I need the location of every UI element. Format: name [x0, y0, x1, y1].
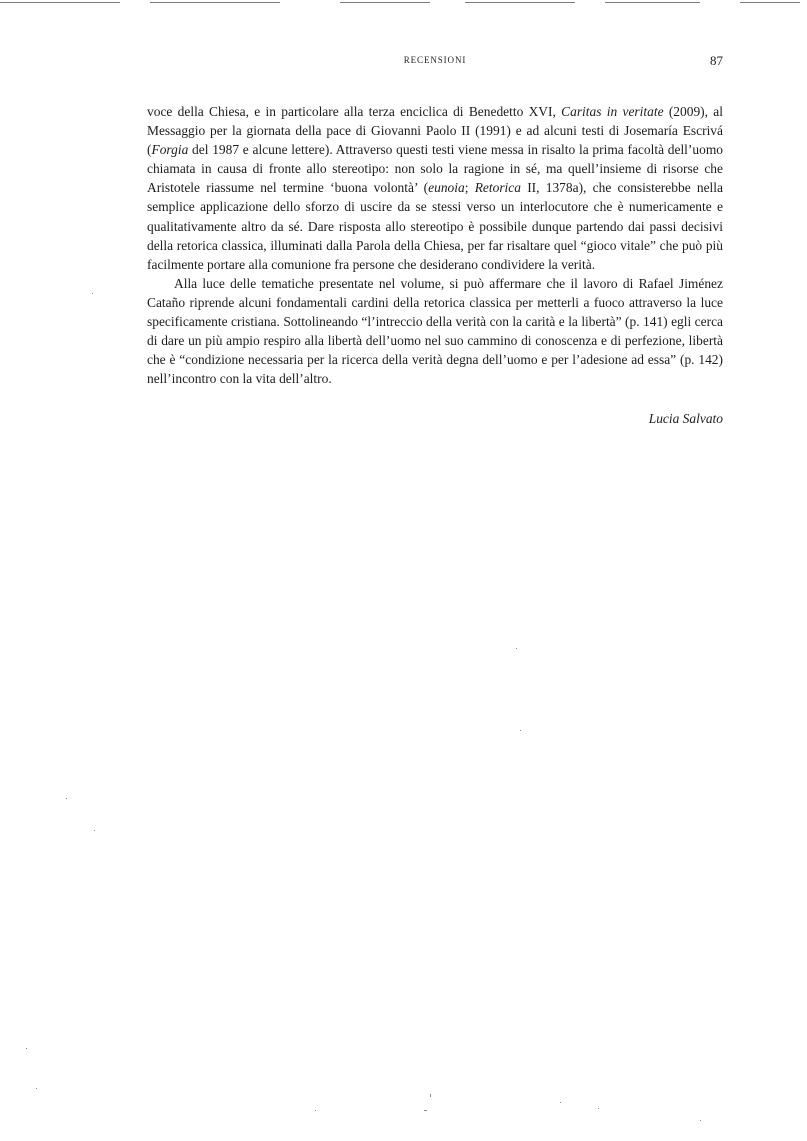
text-segment: ;: [464, 180, 475, 196]
scan-speck: [26, 1048, 27, 1049]
italic-title-caritas-in-veritate: Caritas in veritate: [561, 104, 664, 119]
scan-top-rule: [340, 2, 430, 3]
scan-top-rule: [150, 2, 280, 3]
text-segment: voce della Chiesa, e in particolare alla terza enciclica di Benedetto XVI,: [147, 104, 562, 119]
paragraph-1: [147, 102, 723, 274]
scan-top-rule: [740, 2, 800, 3]
running-head: [147, 55, 723, 69]
italic-title-forgia: Forgia: [151, 142, 189, 158]
italic-term-eunoia: eunoia: [428, 180, 465, 196]
text-segment: (2009), al Messaggio per la giornata della pace di Giovanni Paolo II (1991) e ad alcuni testi di Josemaría Escrivá (: [147, 104, 724, 158]
scan-speck: [66, 798, 67, 799]
text-segment: Alla luce delle tematiche presentate nel volume, si può affermare che il lavoro di Rafael Jiménez Cataño riprende alcuni fondamentali cardini della retorica classica per metterli a fuoco attraverso la luce specificamente cristiana. Sottolineando “l’intreccio della verità con la carità e la libertà” (p. 141) egli cerca di dare un più ampio respiro alla libertà dell’uomo nel suo cammino di conoscenza e di perfezione, libertà che è “condizione necessaria per la ricerca della verità degna dell’uomo e per l’adesione ad essa” (p. 142) nell’incontro con la vita dell’altro.: [147, 275, 723, 387]
author-signature: Lucia Salvato: [648, 411, 723, 426]
scan-speck: [598, 1108, 599, 1109]
text-segment: II, 1378a), che consisterebbe nella semplice applicazione dello sforzo di uscire da se stessi verso un interlocutore che è numericamente e qualitativamente altro da sé. Dare risposta allo stereotipo è possibile dunque partendo dai passi decisivi della retorica classica, illuminati dalla Parola della Chiesa, per far risaltare quel “gioco vitale” che può più facilmente portare alla comunione fra persone che desiderano condividere la verità.: [147, 180, 723, 272]
scan-speck: [315, 1110, 316, 1111]
scan-speck: [516, 648, 517, 649]
running-title: RECENSIONI: [403, 55, 467, 65]
scan-top-rule: [0, 2, 120, 3]
paragraph-2: [147, 274, 723, 389]
scan-speck: [94, 830, 95, 831]
review-body: [147, 102, 723, 388]
scan-speck: [700, 1120, 701, 1121]
scan-speck: [520, 730, 521, 731]
text-segment: del 1987 e alcune lettere). Attraverso questi testi viene messa in risalto la prima facoltà dell’uomo chiamata in causa di fronte allo stereotipo: non solo la ragione in sé, ma quell’insieme di risorse che Aristotele riassume nel termine ‘buona volontà’ (: [147, 142, 723, 196]
scan-top-rule: [465, 2, 575, 3]
scan-speck: [92, 293, 93, 294]
scan-speck: [424, 1110, 427, 1111]
scan-speck: [430, 1094, 431, 1097]
scan-speck: [560, 1102, 561, 1103]
scan-speck: [36, 1088, 37, 1089]
italic-title-retorica: Retorica: [474, 180, 521, 196]
page-number: 87: [710, 53, 723, 68]
scan-top-rule: [605, 2, 700, 3]
